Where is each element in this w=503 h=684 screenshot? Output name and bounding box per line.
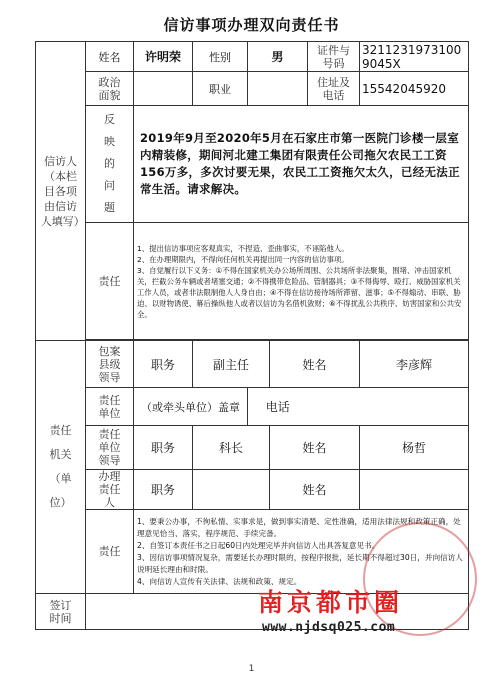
petitioner-duty-3: 3、自觉履行以下义务：①不得在国家机关办公场所周围、公共场所非法聚集，围堵、冲击国家机关，拦截公务车辆或者堵塞交通；②不得携带危险品、管制器具；③不得侮辱、殴打、威胁国家机关工作人员，或者非法限制他人人身自由；④不得在信访接待场所滞留、滋事；⑤不得煽动、串联、胁迫、以财物诱使、幕后操纵他人或者以信访为名借机敛财；⑥不得扰乱公共秩序、妨害国家和公共安全。 [137, 265, 462, 319]
sign-label: 签订时间 [36, 594, 86, 630]
responsible-duty-4: 4、向信访人宣传有关法律、法规和政策、规定。 [137, 576, 302, 586]
petitioner-duty-1: 1、提出信访事项应客观真实，不捏造、歪曲事实，不诬陷他人。 [137, 243, 349, 253]
responsible-section-label: 责任机关（单位） [36, 341, 86, 594]
petitioner-id: 32112319731009045X [360, 42, 469, 72]
unit-leader-name: 杨哲 [360, 426, 469, 470]
handler-name [360, 470, 469, 510]
phone-label: 电话 [248, 388, 308, 426]
unit-leader-name-label: 姓名 [270, 426, 360, 470]
unit-seal: （或牵头单位）盖章 [134, 388, 248, 426]
gender-label: 性别 [193, 42, 248, 72]
petitioner-duty-label: 责任 [86, 223, 134, 340]
name-label: 姓名 [86, 42, 134, 72]
reason-label: 反映的问题 [86, 106, 134, 223]
petitioner-duties [134, 223, 469, 340]
responsible-duty-label: 责任 [86, 510, 134, 594]
unit-leader-position: 科长 [193, 426, 270, 470]
handler-position-label: 职务 [134, 470, 193, 510]
document-title: 信访事项办理双向责任书 [163, 16, 340, 34]
unit-label: 责任单位 [86, 388, 134, 426]
petitioner-gender: 男 [248, 42, 308, 72]
unit-leader-position-label: 职务 [134, 426, 193, 470]
politics-label: 政治面貌 [86, 72, 134, 106]
watermark-logo: 南京都市圈 [258, 588, 404, 617]
job-value [248, 72, 308, 106]
handler-name-label: 姓名 [270, 470, 360, 510]
handler-label: 办理责任人 [86, 470, 134, 510]
leader-label: 包案县级领导 [86, 341, 134, 388]
responsible-duty-1: 1、要秉公办事，不徇私情、实事求是，做到事实清楚、定性准确，适用法律法规和政策正确，处理意见恰当、落实，程序规范、手续完备。 [137, 516, 461, 538]
leader-name: 李彦辉 [360, 341, 469, 388]
address-label: 住址及电话 [308, 72, 360, 106]
leader-position-label: 职务 [134, 341, 193, 388]
responsible-duty-2: 2、自签订本责任书之日起60日内处理完毕并向信访人出具答复意见书。 [137, 540, 380, 550]
leader-name-label: 姓名 [270, 341, 360, 388]
petitioner-duty-2: 2、在办理期限内，不得向任何机关再提出同一内容的信访事项。 [137, 254, 349, 264]
official-seal-stamp [363, 522, 477, 636]
responsible-duty-3: 3、因信访事项情况复杂，需要延长办理时限的，按程序报批，延长期不得超过30日，并向信访人说明延长理由和时限。 [137, 552, 463, 574]
petitioner-name: 许明荣 [134, 42, 193, 72]
leader-position: 副主任 [193, 341, 270, 388]
watermark-url: www.njdsq025.com [262, 620, 396, 635]
politics-value [134, 72, 193, 106]
petitioner-section-label: 信访人（本栏目各项由信访人填写） [36, 42, 86, 341]
reason-text: 2019年9月至2020年5月在石家庄市第一医院门诊楼一层室内精装修，期间河北建工集团有限责任公司拖欠农民工工资156万多，多次讨要无果，农民工工资拖欠太久，已经无法正常生活。请求解决。 [134, 106, 469, 223]
job-label: 职业 [193, 72, 248, 106]
petitioner-phone: 15542045920 [360, 72, 469, 106]
handler-position [193, 470, 270, 510]
phone-value [308, 388, 469, 426]
unit-leader-label: 责任单位领导 [86, 426, 134, 470]
id-label: 证件与号码 [308, 42, 360, 72]
page-number: 1 [248, 664, 255, 674]
